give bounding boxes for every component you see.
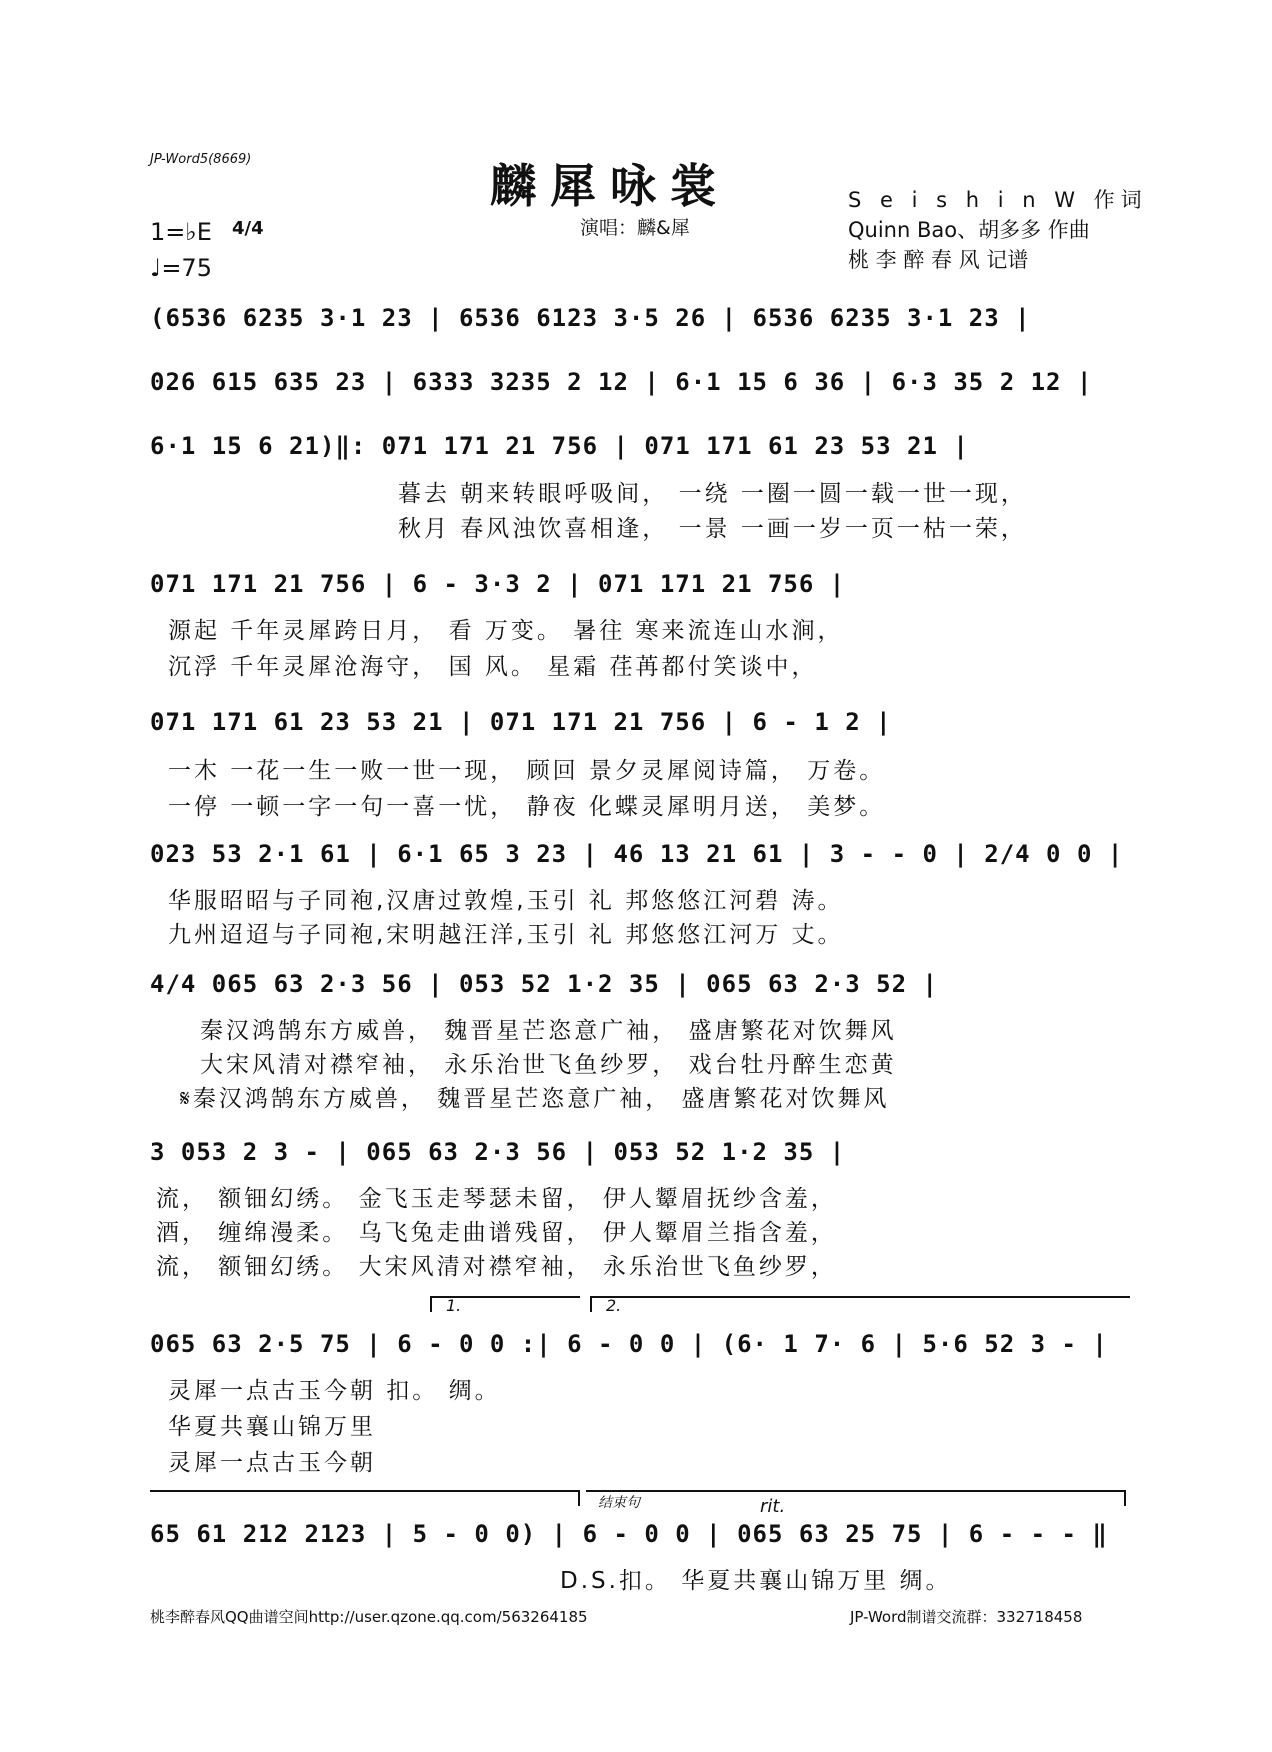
volta-2-label: 2. xyxy=(606,1296,622,1315)
lyric-line-5a: 一木 一花一生一败一世一现， 顾回 景夕灵犀阅诗篇， 万卷。 xyxy=(168,758,886,784)
volta-1-bracket-left xyxy=(430,1296,432,1312)
ritardando-marking: rit. xyxy=(760,1496,786,1517)
song-title: 麟犀咏裳 xyxy=(490,159,730,213)
time-signature: 4/4 xyxy=(232,218,264,239)
notation-line-9: 065 63 2·5 75 | 6 - 0 0 :| 6 - 0 0 | (6· 1 7· 6 | 5·6 52 3 - | xyxy=(150,1330,1108,1358)
repeat-bracket xyxy=(150,1490,580,1492)
lyric-line-8a: 流， 额钿幻绣。 金飞玉走琴瑟未留， 伊人颦眉抚纱含羞， xyxy=(156,1186,837,1212)
volta-2-bracket-left xyxy=(590,1296,592,1312)
lyric-line-8b: 酒， 缠绵漫柔。 乌飞兔走曲谱残留， 伊人颦眉兰指含羞， xyxy=(156,1220,837,1246)
lyric-line-7c: 𝄋秦汉鸿鹄东方威兽， 魏晋星芒恣意广袖， 盛唐繁花对饮舞风 xyxy=(180,1086,890,1112)
repeat-bracket-right xyxy=(578,1490,580,1506)
lyric-line-9c: 灵犀一点古玉今朝 xyxy=(168,1450,376,1476)
notation-line-7: 4/4 065 63 2·3 56 | 053 52 1·2 35 | 065 63 2·3 52 | xyxy=(150,970,938,998)
key-signature: 1=♭E xyxy=(150,218,212,246)
transcriber-credit: 桃 李 醉 春 风 记谱 xyxy=(848,248,1029,272)
footer-right: JP-Word制谱交流群：332718458 xyxy=(850,1608,1083,1626)
lyric-line-9a: 灵犀一点古玉今朝 扣。 绸。 xyxy=(168,1378,501,1404)
notation-line-8: 3 053 2 3 - | 065 63 2·3 56 | 053 52 1·2 35 | xyxy=(150,1138,846,1166)
notation-line-2: 026 615 635 23 | 6333 3235 2 12 | 6·1 15 6 36 | 6·3 35 2 12 | xyxy=(150,368,1093,396)
notation-line-1: (6536 6235 3·1 23 | 6536 6123 3·5 26 | 6536 6235 3·1 23 | xyxy=(150,304,1031,332)
performer: 演唱：麟&犀 xyxy=(580,217,690,239)
lyric-line-7a: 秦汉鸿鹄东方威兽， 魏晋星芒恣意广袖， 盛唐繁花对饮舞风 xyxy=(200,1018,897,1044)
footer-left: 桃李醉春风QQ曲谱空间http://user.qzone.qq.com/563264185 xyxy=(150,1608,588,1626)
volta-1-label: 1. xyxy=(446,1296,462,1315)
composer-credit: Quinn Bao、胡多多 作曲 xyxy=(848,218,1090,242)
notation-line-10: 65 61 212 2123 | 5 - 0 0) | 6 - 0 0 | 065 63 25 75 | 6 - - - ‖ xyxy=(150,1520,1108,1548)
notation-line-3: 6·1 15 6 21)‖: 071 171 21 756 | 071 171 61 23 53 21 | xyxy=(150,432,969,460)
coda-bracket xyxy=(586,1490,1126,1492)
lyric-line-6a: 华服昭昭与子同袍,汉唐过敦煌,玉引 礼 邦悠悠江河碧 涛。 xyxy=(168,888,844,914)
coda-label: 结束句 xyxy=(598,1495,640,1511)
software-label: JP-Word5(8669) xyxy=(150,152,252,167)
lyric-line-7b: 大宋风清对襟窄袖， 永乐治世飞鱼纱罗， 戏台牡丹醉生恋黄 xyxy=(200,1052,897,1078)
lyric-line-4b: 沉浮 千年灵犀沧海守， 国 风。 星霜 荏苒都付笑谈中， xyxy=(168,654,818,680)
lyric-line-8c: 流， 额钿幻绣。 大宋风清对襟窄袖， 永乐治世飞鱼纱罗， xyxy=(156,1254,837,1280)
lyric-line-10a: D.S.扣。 华夏共襄山锦万里 绸。 xyxy=(560,1568,952,1594)
lyric-line-3a: 暮去 朝来转眼呼吸间， 一绕 一圈一圆一载一世一现， xyxy=(398,481,1027,507)
coda-bracket-right xyxy=(1124,1490,1126,1506)
lyric-line-6b: 九州迢迢与子同袍,宋明越汪洋,玉引 礼 邦悠悠江河万 丈。 xyxy=(168,922,844,948)
tempo-marking: ♩=75 xyxy=(150,254,212,282)
lyric-line-9b: 华夏共襄山锦万里 xyxy=(168,1414,376,1440)
notation-line-6: 023 53 2·1 61 | 6·1 65 3 23 | 46 13 21 61 | 3 - - 0 | 2/4 0 0 | xyxy=(150,840,1124,868)
notation-line-5: 071 171 61 23 53 21 | 071 171 21 756 | 6 - 1 2 | xyxy=(150,708,892,736)
lyric-line-4a: 源起 千年灵犀跨日月， 看 万变。 暑往 寒来流连山水涧， xyxy=(168,618,844,644)
lyricist-credit: S e i s h i n W 作词 xyxy=(848,188,1148,212)
lyric-line-3b: 秋月 春风浊饮喜相逢， 一景 一画一岁一页一枯一荣， xyxy=(398,516,1027,542)
notation-line-4: 071 171 21 756 | 6 - 3·3 2 | 071 171 21 756 | xyxy=(150,570,846,598)
lyric-line-5b: 一停 一顿一字一句一喜一忧， 静夜 化蝶灵犀明月送， 美梦。 xyxy=(168,794,886,820)
volta-2-bracket xyxy=(590,1296,1130,1298)
